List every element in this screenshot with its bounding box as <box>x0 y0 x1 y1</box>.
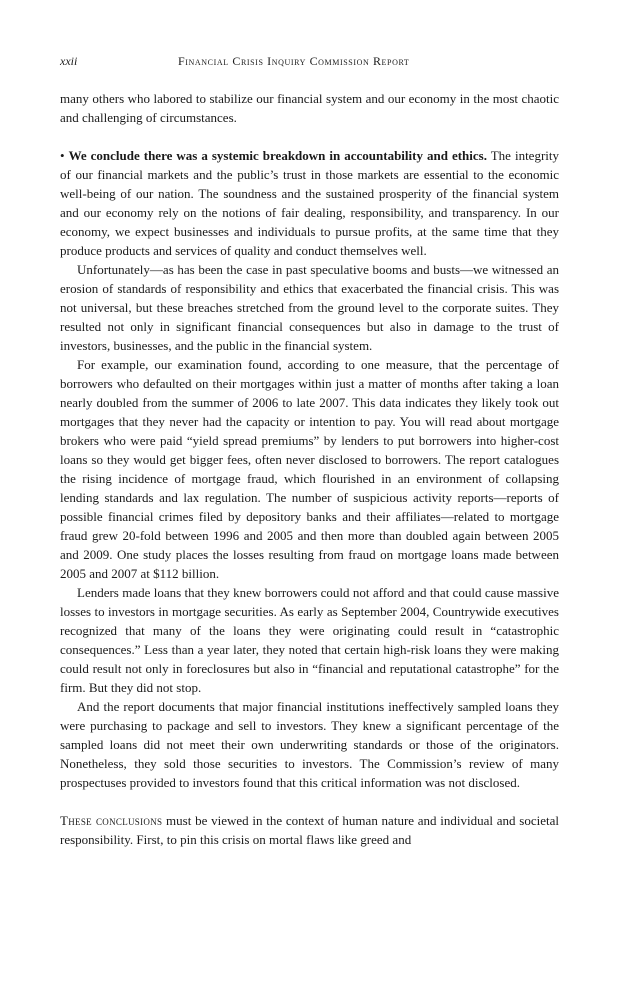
body-text <box>60 89 559 849</box>
paragraph: Unfortunately—as has been the case in past speculative booms and busts—we witnessed an erosion of standards of responsibility and ethics that exacerbated the financial crisis. This was not universal, but these breaches stretched from the ground level to the corporate suites. They resulted not only in significant financial consequences but also in damage to the trust of investors, businesses, and the public in the financial system. <box>60 262 559 353</box>
conclusion-text: The integrity of our financial markets and the public’s trust in those markets are essential to the economic well-being of our nation. The soundness and the sustained prosperity of the financial system and our economy rely on the notions of fair dealing, responsibility, and transparency. In our economy, we expect businesses and individuals to pursue profits, at the same time that they produce products and services of quality and conduct themselves well. <box>60 148 560 258</box>
paragraph: many others who labored to stabilize our financial system and our economy in the most chaotic and challenging of circumstances. <box>60 91 559 125</box>
paragraph: Lenders made loans that they knew borrowers could not afford and that could cause massive losses to investors in mortgage securities. As early as September 2004, Countrywide executives recognized that many of the loans they were originating could result in “catastrophic consequences.” Less than a year later, they noted that certain high-risk loans they were making could result not only in foreclosures but also in “financial and reputational catastrophe” for the firm. But they did not stop. <box>60 585 559 695</box>
running-header <box>60 53 559 71</box>
conclusion-lead: We conclude there was a systemic breakdown in accountability and ethics. <box>68 148 487 163</box>
conclusion-paragraph <box>60 146 559 260</box>
page-number: xxii <box>60 54 78 68</box>
section-text: must be viewed in the context of human nature and individual and societal responsibility. First, to pin this crisis on mortal flaws like greed and <box>60 813 559 847</box>
running-title: Financial Crisis Inquiry Commission Report <box>178 54 410 68</box>
paragraph: For example, our examination found, according to one measure, that the percentage of borrowers who defaulted on their mortgages within just a matter of months after taking a loan nearly doubled from the summer of 2006 to late 2007. This data indicates they likely took out mortgages that they never had the capacity or intention to pay. You will read about mortgage brokers who were paid “yield spread premiums” by lenders to put borrowers into higher-cost loans so they would get bigger fees, often never disclosed to borrowers. The report catalogues the rising incidence of mortgage fraud, which flourished in an environment of collapsing lending standards and lax regulation. The number of suspicious activity reports—reports of possible financial crimes filed by depository banks and their affiliates—related to mortgage fraud grew 20-fold between 1996 and 2005 and then more than doubled again between 2005 and 2009. One study places the losses resulting from fraud on mortgage loans made between 2005 and 2007 at $112 billion. <box>60 357 559 581</box>
paragraph: And the report documents that major financial institutions ineffectively sampled loans they were purchasing to package and sell to investors. They knew a significant percentage of the sampled loans did not meet their own underwriting standards or those of the originators. Nonetheless, they sold those securities to investors. The Commission’s review of many prospectuses provided to investors found that this critical information was not disclosed. <box>60 699 559 790</box>
section-lead-smallcaps: These conclusions <box>60 813 163 828</box>
section-opening-paragraph <box>60 811 559 849</box>
document-page <box>60 0 559 991</box>
bullet: • <box>60 148 65 163</box>
